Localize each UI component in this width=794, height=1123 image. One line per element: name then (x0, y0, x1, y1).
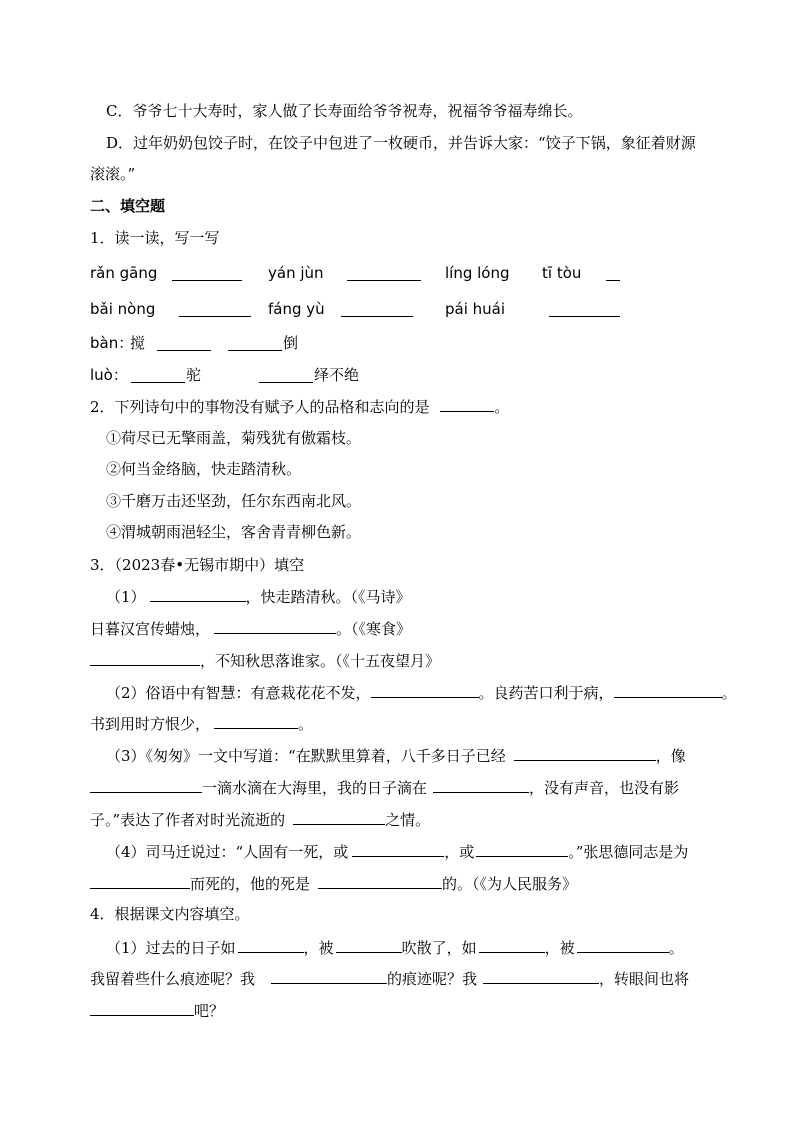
poem-text: 日暮汉宫传蜡烛， (90, 620, 211, 638)
pinyin-luo: luò： (90, 366, 128, 384)
answer-blank[interactable] (228, 335, 282, 351)
answer-blank[interactable] (514, 745, 656, 761)
answer-blank[interactable] (341, 301, 413, 317)
question-text: 书到用时方恨少， (90, 715, 211, 733)
answer-blank[interactable] (172, 265, 242, 281)
q3-part1-line3 (90, 650, 440, 671)
question-text: 子。”表达了作者对时光流逝的 (90, 811, 286, 829)
q3-part2-line2 (90, 713, 313, 734)
answer-blank[interactable] (90, 650, 200, 666)
question-text: ，或 (444, 843, 475, 861)
answer-blank[interactable] (214, 713, 298, 729)
answer-blank[interactable] (606, 265, 620, 281)
question-text: （1）过去的日子如 (106, 939, 236, 957)
answer-blank[interactable] (371, 682, 479, 698)
q3-part4-line1 (106, 841, 688, 862)
q3-title: 3．（2023春•无锡市期中）填空 (90, 556, 305, 574)
q1-title: 1．读一读，写一写 (90, 229, 220, 247)
char-jiao: 搅 (130, 334, 146, 352)
answer-blank[interactable] (336, 937, 402, 953)
q2-option-3: ③千磨万击还坚劲，任尔东西南北风。 (106, 492, 362, 510)
poem-text: ，快走踏清秋。（《马诗》 (245, 588, 411, 606)
question-text: 。良药苦口利于病， (478, 684, 614, 702)
question-text: ，转眼间也将 (599, 970, 690, 988)
q4-part1-line1 (106, 937, 684, 958)
answer-blank[interactable] (440, 396, 494, 412)
pinyin-ban: bàn： (90, 334, 134, 352)
question-text: 的痕迹呢？我 (387, 970, 478, 988)
char-dao: 倒 (283, 334, 299, 352)
answer-blank[interactable] (318, 873, 442, 889)
q2-title (90, 396, 509, 417)
pinyin-pai-huai: pái huái (445, 300, 506, 318)
question-text: ，被 (544, 939, 575, 957)
answer-blank[interactable] (259, 367, 313, 383)
q2-option-2: ②何当金络脑，快走踏清秋。 (106, 460, 302, 478)
question-text: 我留着些什么痕迹呢？我 (90, 970, 256, 988)
answer-blank[interactable] (90, 1000, 194, 1016)
answer-blank[interactable] (347, 265, 421, 281)
answer-blank[interactable] (131, 367, 185, 383)
q3-part3-line3 (90, 809, 430, 830)
answer-blank[interactable] (352, 841, 444, 857)
q2-option-1: ①荷尽已无擎雨盖，菊残犹有傲霜枝。 (106, 429, 362, 447)
q4-title: 4．根据课文内容填空。 (90, 905, 250, 923)
question-text: 而死的，他的死是 (190, 875, 311, 893)
question-text: （2）俗语中有智慧：有意栽花花不发， (106, 684, 371, 702)
section-title-fill-in: 二、填空题 (90, 197, 166, 215)
question-text: 。”张思德同志是为 (568, 843, 689, 861)
question-text: 一滴水滴在大海里，我的日子滴在 (202, 779, 428, 797)
question-text: 之情。 (385, 811, 431, 829)
question-text: 。 (298, 715, 314, 733)
question-text: ，像 (655, 747, 686, 765)
char-yi-bu-jue: 绎不绝 (314, 366, 360, 384)
answer-blank[interactable] (614, 682, 722, 698)
answer-blank[interactable] (214, 618, 336, 634)
pinyin-ling-long: líng lóng (445, 264, 510, 282)
answer-blank[interactable] (238, 937, 304, 953)
pinyin-ran-gang: rǎn gāng (90, 264, 158, 282)
option-d-line2: 滚滚。” (90, 165, 136, 183)
question-text: （4）司马迁说过：“人固有一死，或 (106, 843, 349, 861)
pinyin-yan-jun: yán jùn (268, 264, 324, 282)
q3-part4-line2 (90, 873, 577, 894)
answer-blank[interactable] (483, 968, 599, 984)
pinyin-fang-yu: fáng yù (268, 300, 325, 318)
q3-part1-line1 (106, 586, 411, 607)
option-c: C．爷爷七十大寿时，家人做了长寿面给爷爷祝寿，祝福爷爷福寿绵长。 (106, 102, 583, 120)
answer-blank[interactable] (293, 809, 385, 825)
q2-title-end: 。 (494, 398, 510, 416)
poem-text: ，不知秋思落谁家。（《十五夜望月》 (200, 652, 441, 670)
char-tuo: 驼 (186, 366, 202, 384)
question-text: 的。（《为人民服务》 (442, 875, 578, 893)
q3-part1-line2 (90, 618, 411, 639)
question-text: 吧？ (194, 1002, 225, 1020)
question-text: ，被 (303, 939, 334, 957)
pinyin-ti-tou: tī tòu (542, 264, 582, 282)
answer-blank[interactable] (433, 777, 529, 793)
answer-blank[interactable] (179, 301, 251, 317)
answer-blank[interactable] (479, 937, 545, 953)
answer-blank[interactable] (90, 777, 202, 793)
q3-part3-line1 (106, 745, 686, 766)
q2-option-4: ④渭城朝雨浥轻尘，客舍青青柳色新。 (106, 523, 362, 541)
question-text: 。 (721, 684, 737, 702)
question-text: 。 (668, 939, 684, 957)
poem-text: 。（《寒食》 (336, 620, 412, 638)
answer-blank[interactable] (150, 586, 246, 602)
pinyin-bai-nong: bǎi nòng (90, 300, 156, 318)
q4-part1-line3 (90, 1000, 224, 1021)
q3-part2-line1 (106, 682, 737, 703)
question-text: ，没有声音，也没有影 (529, 779, 680, 797)
q2-title-text: 2．下列诗句中的事物没有赋予人的品格和志向的是 (90, 398, 430, 416)
part-number: （1） (106, 588, 146, 606)
answer-blank[interactable] (90, 873, 190, 889)
answer-blank[interactable] (549, 301, 620, 317)
question-text: 吹散了，如 (401, 939, 477, 957)
answer-blank[interactable] (157, 335, 211, 351)
q3-part3-line2 (90, 777, 679, 798)
q4-part1-line2 (90, 968, 689, 989)
answer-blank[interactable] (577, 937, 669, 953)
answer-blank[interactable] (271, 968, 387, 984)
question-text: （3）《匆匆》一文中写道：“在默默里算着，八千多日子已经 (106, 747, 506, 765)
answer-blank[interactable] (476, 841, 568, 857)
option-d-line1: D．过年奶奶包饺子时，在饺子中包进了一枚硬币，并告诉大家：“饺子下锅，象征着财源 (106, 134, 696, 152)
